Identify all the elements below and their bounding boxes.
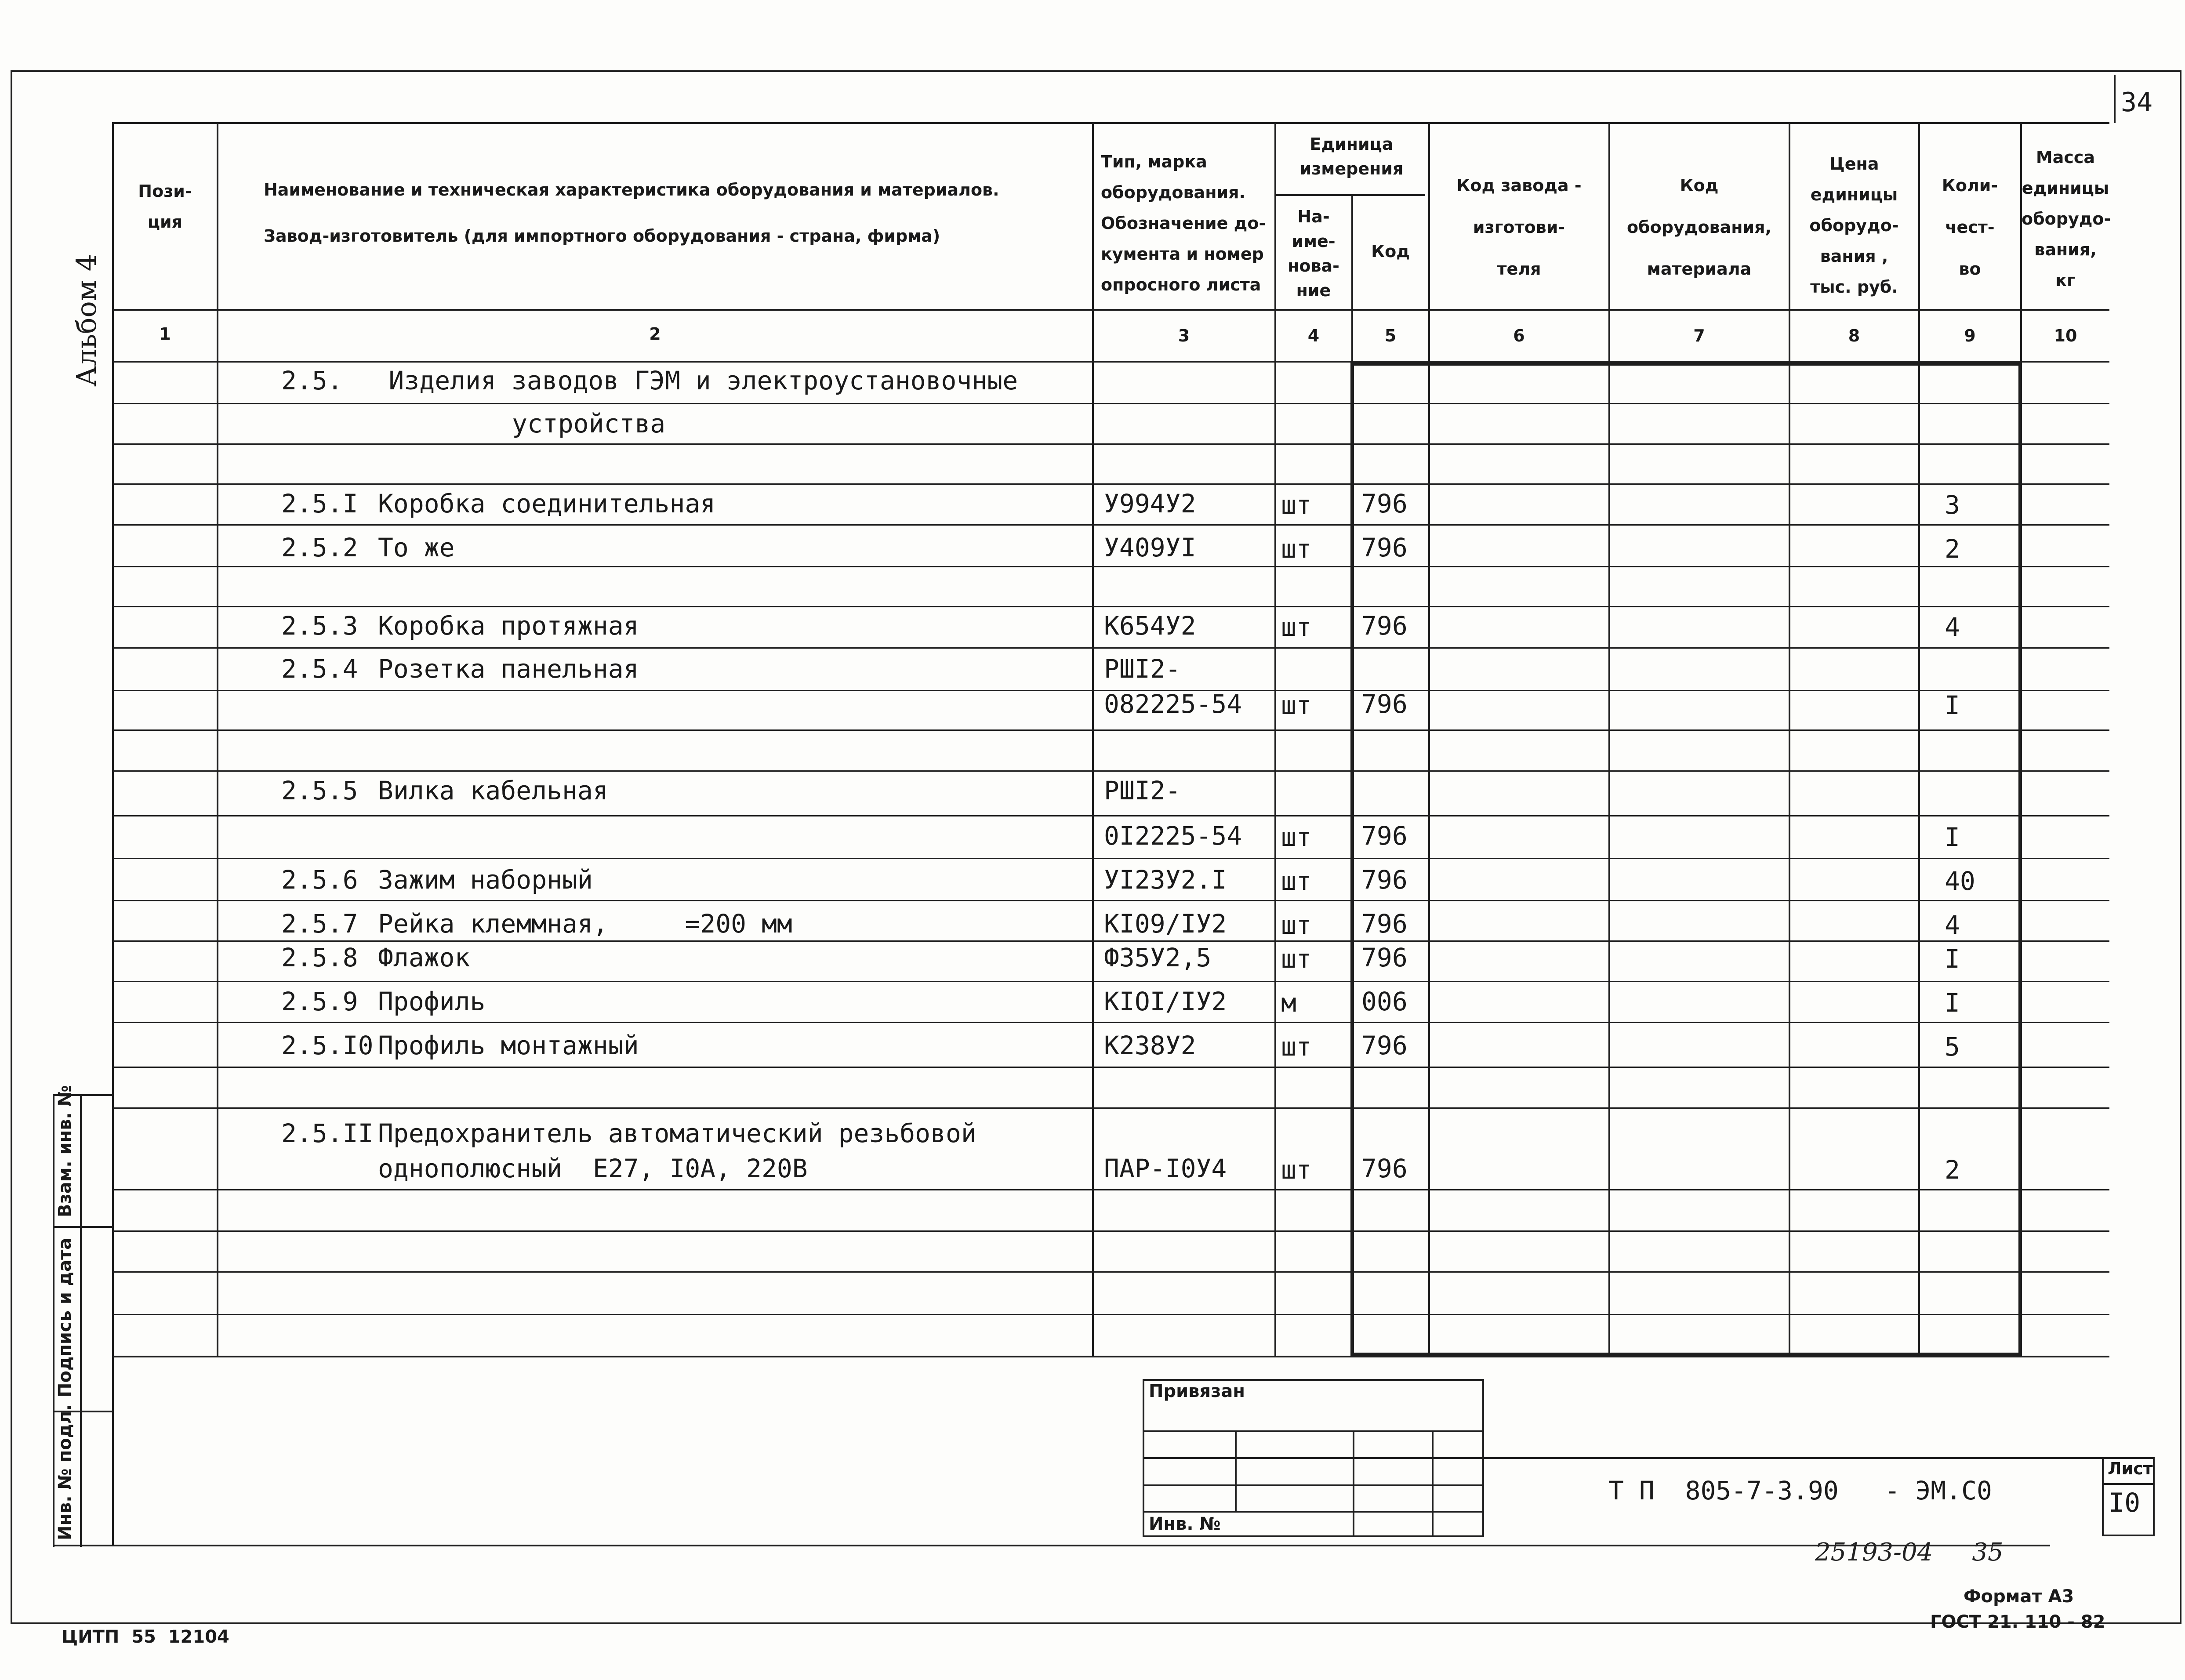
table-row-code: 796: [1361, 533, 1408, 562]
table-row-name: Вилка кабельная: [378, 776, 608, 806]
table-row-type: КI09/IУ2: [1104, 909, 1227, 939]
outer-frame-bottom: [11, 1622, 2181, 1624]
handwritten-number: 25193-04 35: [1815, 1538, 2004, 1567]
row-line: [112, 1189, 2109, 1190]
stamp-col-1: [1235, 1430, 1237, 1511]
row-line: [112, 606, 2109, 607]
table-row-qty: I: [1945, 944, 1960, 974]
table-row-type: К238У2: [1104, 1030, 1196, 1060]
table-row-unit: шт: [1281, 866, 1312, 896]
row-line: [112, 900, 2109, 901]
hdr-unit-code: Код: [1371, 242, 1410, 261]
row-line: [112, 815, 2109, 816]
table-row-name: Коробка протяжная: [378, 611, 639, 641]
side-strip-mid: [80, 1094, 82, 1547]
col-line-1: [217, 122, 218, 1357]
table-row-pos: 2.5.II: [281, 1118, 374, 1148]
colnum-5: 5: [1384, 326, 1397, 345]
table-row-qty: 40: [1945, 866, 1975, 896]
table-row-unit: шт: [1281, 944, 1312, 974]
hdr-type: Тип, марка оборудования. Обозначение до- кумента и номер опросного листа: [1101, 152, 1266, 294]
table-top: [112, 122, 2109, 124]
row-line: [112, 1067, 2109, 1068]
hdr-price: Цена единицы оборудо- вания , тыс. руб.: [1809, 154, 1899, 297]
table-row-name: Коробка соединительная: [378, 489, 716, 519]
table-row-unit: м: [1281, 988, 1296, 1018]
table-row-code: 796: [1361, 489, 1408, 519]
side-label-signature: Подпись и дата: [55, 1237, 75, 1397]
table-row-qty: 2: [1945, 1155, 1960, 1185]
table-row-pos: 2.5.3: [281, 611, 358, 641]
table-row-qty: 4: [1945, 612, 1960, 642]
table-row-unit: шт: [1281, 1155, 1312, 1185]
stamp-inv-no: Инв. №: [1149, 1514, 1221, 1534]
table-row-code: 796: [1361, 1030, 1408, 1060]
footer-left: ЦИТП 55 12104: [62, 1627, 229, 1647]
colnum-10: 10: [2054, 326, 2077, 345]
table-row-code: 796: [1361, 689, 1408, 719]
row-line: [112, 483, 2109, 485]
row-line: [112, 1314, 2109, 1315]
colnum-7: 7: [1693, 326, 1705, 345]
table-row-name: Профиль: [378, 987, 486, 1016]
table-row-type: УI23У2.I: [1104, 865, 1227, 895]
table-row-name: Предохранитель автоматический резьбовой: [378, 1118, 976, 1148]
row-line: [112, 566, 2109, 567]
colnum-6: 6: [1513, 326, 1525, 345]
table-row-name: Розетка панельная: [378, 654, 639, 684]
table-row-qty: 2: [1945, 534, 1960, 564]
table-row-pos: 2.5.9: [281, 987, 358, 1016]
colnum-9: 9: [1964, 326, 1976, 345]
table-row-code: 796: [1361, 821, 1408, 851]
bold-frame: [1350, 362, 2022, 1356]
table-row-name: Рейка клеммная, =200 мм: [378, 909, 792, 939]
side-strip-bottom: [53, 1545, 2050, 1546]
row-line: [112, 770, 2109, 772]
stamp-col-3: [1432, 1430, 1434, 1537]
table-row-type: ПАР-I0У4: [1104, 1154, 1227, 1183]
sheet-label: Лист: [2108, 1459, 2153, 1478]
row-line: [112, 1022, 2109, 1023]
table-row-code: 006: [1361, 987, 1408, 1016]
table-row-qty: I: [1945, 988, 1960, 1018]
album-label: Альбом 4: [70, 254, 102, 387]
row-line: [112, 858, 2109, 859]
hdr-unit-group: Единица измерения: [1299, 134, 1404, 178]
table-row-pos: 2.5.I0: [281, 1030, 374, 1060]
table-row-pos: 2.5.4: [281, 654, 358, 684]
row-line: [112, 403, 2109, 404]
sheet-number: I0: [2109, 1488, 2141, 1518]
table-row-name2: однополюсный Е27, I0А, 220В: [378, 1154, 808, 1183]
stamp-col-2: [1353, 1430, 1354, 1537]
table-row-unit: шт: [1281, 490, 1312, 520]
row-line: [112, 1107, 2109, 1109]
table-row-unit: шт: [1281, 612, 1312, 642]
table-row-qty: 3: [1945, 490, 1960, 520]
row-line: [112, 524, 2109, 526]
table-row-code: 796: [1361, 1154, 1408, 1183]
doc-code: Т П 805-7-3.90 - ЭМ.С0: [1608, 1476, 1992, 1506]
table-row-name: Профиль монтажный: [378, 1030, 639, 1060]
colnum-4: 4: [1307, 326, 1320, 345]
table-row-unit: шт: [1281, 690, 1312, 720]
side-strip-div1: [53, 1226, 113, 1228]
table-row-type: К654У2: [1104, 611, 1196, 641]
header-bottom: [112, 309, 2109, 311]
side-strip-left: [53, 1094, 54, 1547]
row-line: [112, 729, 2109, 731]
col-line-2: [1092, 122, 1094, 1357]
gost-label: ГОСТ 21. 110 - 82: [1930, 1612, 2105, 1632]
row-line: [112, 1271, 2109, 1273]
colnum-8: 8: [1848, 326, 1860, 345]
table-row-type: Ф35У2,5: [1104, 943, 1212, 972]
hdr-qty: Коли- чест- во: [1942, 176, 1998, 279]
table-row-code: 796: [1361, 943, 1408, 972]
colnum-1: 1: [159, 324, 171, 344]
table-row-pos: 2.5.6: [281, 865, 358, 895]
table-row-code: 796: [1361, 611, 1408, 641]
table-row-type2: 082225-54: [1104, 689, 1242, 719]
table-row-qty: I: [1945, 822, 1960, 852]
outer-frame-top: [11, 70, 2181, 72]
table-row-code: 796: [1361, 909, 1408, 939]
table-row-type: РШI2-: [1104, 776, 1181, 806]
table-row-type: КIOI/IУ2: [1104, 987, 1227, 1016]
table-row-type: РШI2-: [1104, 654, 1181, 684]
hdr-manuf-code: Код завода - изготови- теля: [1456, 176, 1582, 279]
title-line: [1482, 1457, 2102, 1459]
hdr-mass: Масса единицы оборудо- вания, кг: [2022, 148, 2111, 290]
hdr-name: Наименование и техническая характеристика оборудования и материалов. Завод-изготовитель (для импортного оборудования - страна, фирма): [264, 180, 999, 246]
table-row-qty: 5: [1945, 1032, 1960, 1062]
section-title-line1: 2.5. Изделия заводов ГЭМ и электроустановочные: [281, 366, 1018, 396]
hdr-unit-name: На- име- нова- ние: [1288, 207, 1339, 300]
page-number: 34: [2121, 87, 2153, 118]
stamp-privyazan: Привязан: [1149, 1381, 1245, 1401]
table-row-pos: 2.5.2: [281, 533, 358, 562]
table-row-type: У994У2: [1104, 489, 1196, 519]
col-line-3: [1274, 122, 1276, 1357]
table-row-qty: 4: [1945, 910, 1960, 940]
row-line: [112, 940, 2109, 942]
table-row-type: У409УI: [1104, 533, 1196, 562]
outer-frame-left: [11, 70, 12, 1624]
table-row-name: Флажок: [378, 943, 470, 972]
sheet-box-divider: [2102, 1483, 2155, 1485]
outer-frame-right: [2180, 70, 2181, 1624]
row-line: [112, 981, 2109, 982]
table-row-code: 796: [1361, 865, 1408, 895]
row-line: [112, 1230, 2109, 1232]
side-label-inv: Инв. № подл.: [55, 1404, 75, 1540]
table-row-name: То же: [378, 533, 455, 562]
table-row-unit: шт: [1281, 534, 1312, 564]
hdr-equip-code: Код оборудования, материала: [1627, 176, 1771, 279]
section-title-line2: устройства: [512, 409, 666, 439]
table-row-qty: I: [1945, 690, 1960, 720]
hdr-pos: Пози- ция: [138, 181, 192, 232]
unit-sub-line: [1276, 194, 1425, 196]
table-row-unit: шт: [1281, 1032, 1312, 1062]
table-row-pos: 2.5.5: [281, 776, 358, 806]
table-row-unit: шт: [1281, 910, 1312, 940]
page-box-left: [2114, 75, 2116, 123]
table-row-pos: 2.5.8: [281, 943, 358, 972]
row-line: [112, 443, 2109, 445]
table-row-pos: 2.5.7: [281, 909, 358, 939]
table-row-type2: 0I2225-54: [1104, 821, 1242, 851]
row-line: [112, 647, 2109, 649]
colnum-3: 3: [1178, 326, 1190, 345]
stamp-top: [1143, 1379, 1483, 1381]
table-row-name: Зажим наборный: [378, 865, 593, 895]
format-label: Формат А3: [1964, 1586, 2074, 1607]
side-label-vzam: Взам. инв. №: [55, 1085, 75, 1217]
colnum-2: 2: [649, 324, 661, 344]
table-row-unit: шт: [1281, 822, 1312, 852]
table-row-pos: 2.5.I: [281, 489, 358, 519]
